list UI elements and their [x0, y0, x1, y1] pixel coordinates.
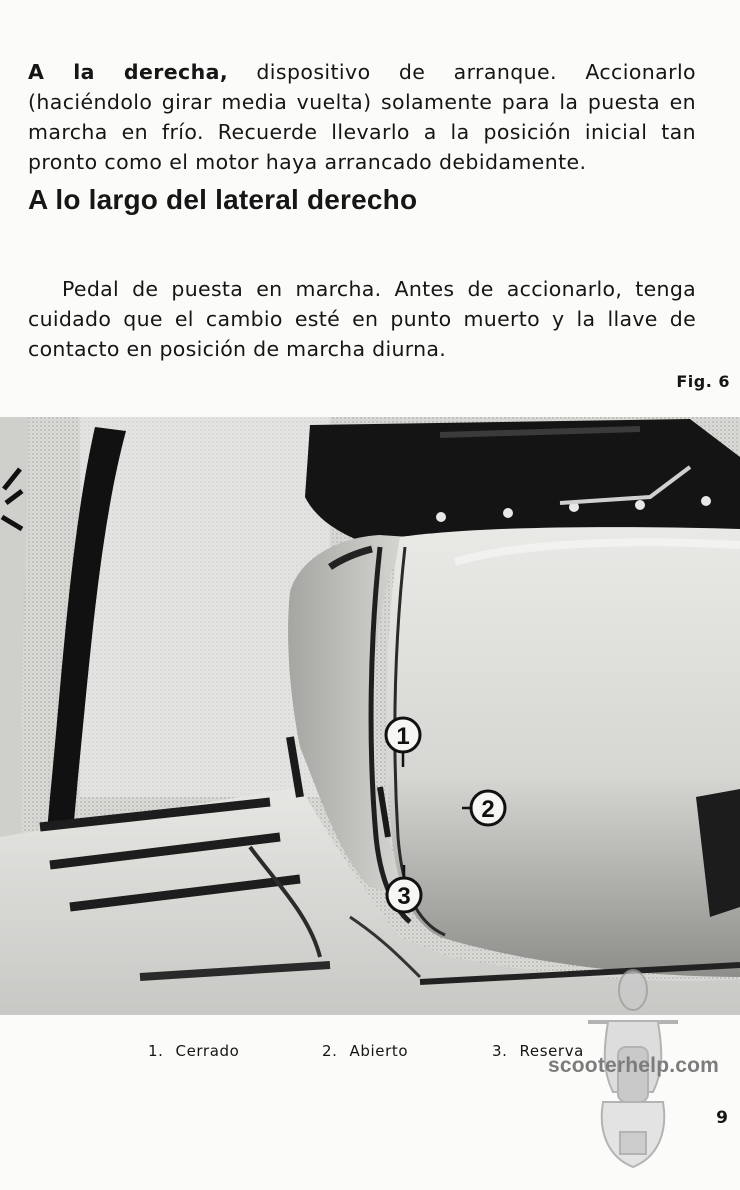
- section-heading: A lo largo del lateral derecho: [28, 184, 418, 215]
- watermark-text: scooterhelp.com: [548, 1054, 720, 1077]
- caption-2: 2. Abierto: [322, 1042, 409, 1060]
- figure-photo: [0, 417, 740, 1015]
- svg-text:1: 1: [396, 723, 410, 750]
- svg-text:3: 3: [397, 883, 411, 910]
- caption-3: 3. Reserva: [492, 1042, 584, 1060]
- intro-lead: A la derecha,: [28, 59, 229, 84]
- intro-paragraph: [28, 57, 696, 177]
- intro-text: dispositivo de arranque. Accionarlo (haciéndolo girar media vuelta) solamente para la puesta en marcha en frío. Recuerde llevarlo a la posición inicial tan pronto como el motor haya arrancado debidamente.: [28, 59, 696, 174]
- caption-1: 1. Cerrado: [148, 1042, 240, 1060]
- figure-label: Fig. 6: [676, 372, 730, 391]
- page-number: 9: [716, 1108, 728, 1128]
- section-body: Pedal de puesta en marcha. Antes de accionarlo, tenga cuidado que el cambio esté en punto muerto y la llave de contacto en posición de marcha diurna.: [28, 276, 696, 361]
- svg-text:2: 2: [481, 796, 495, 823]
